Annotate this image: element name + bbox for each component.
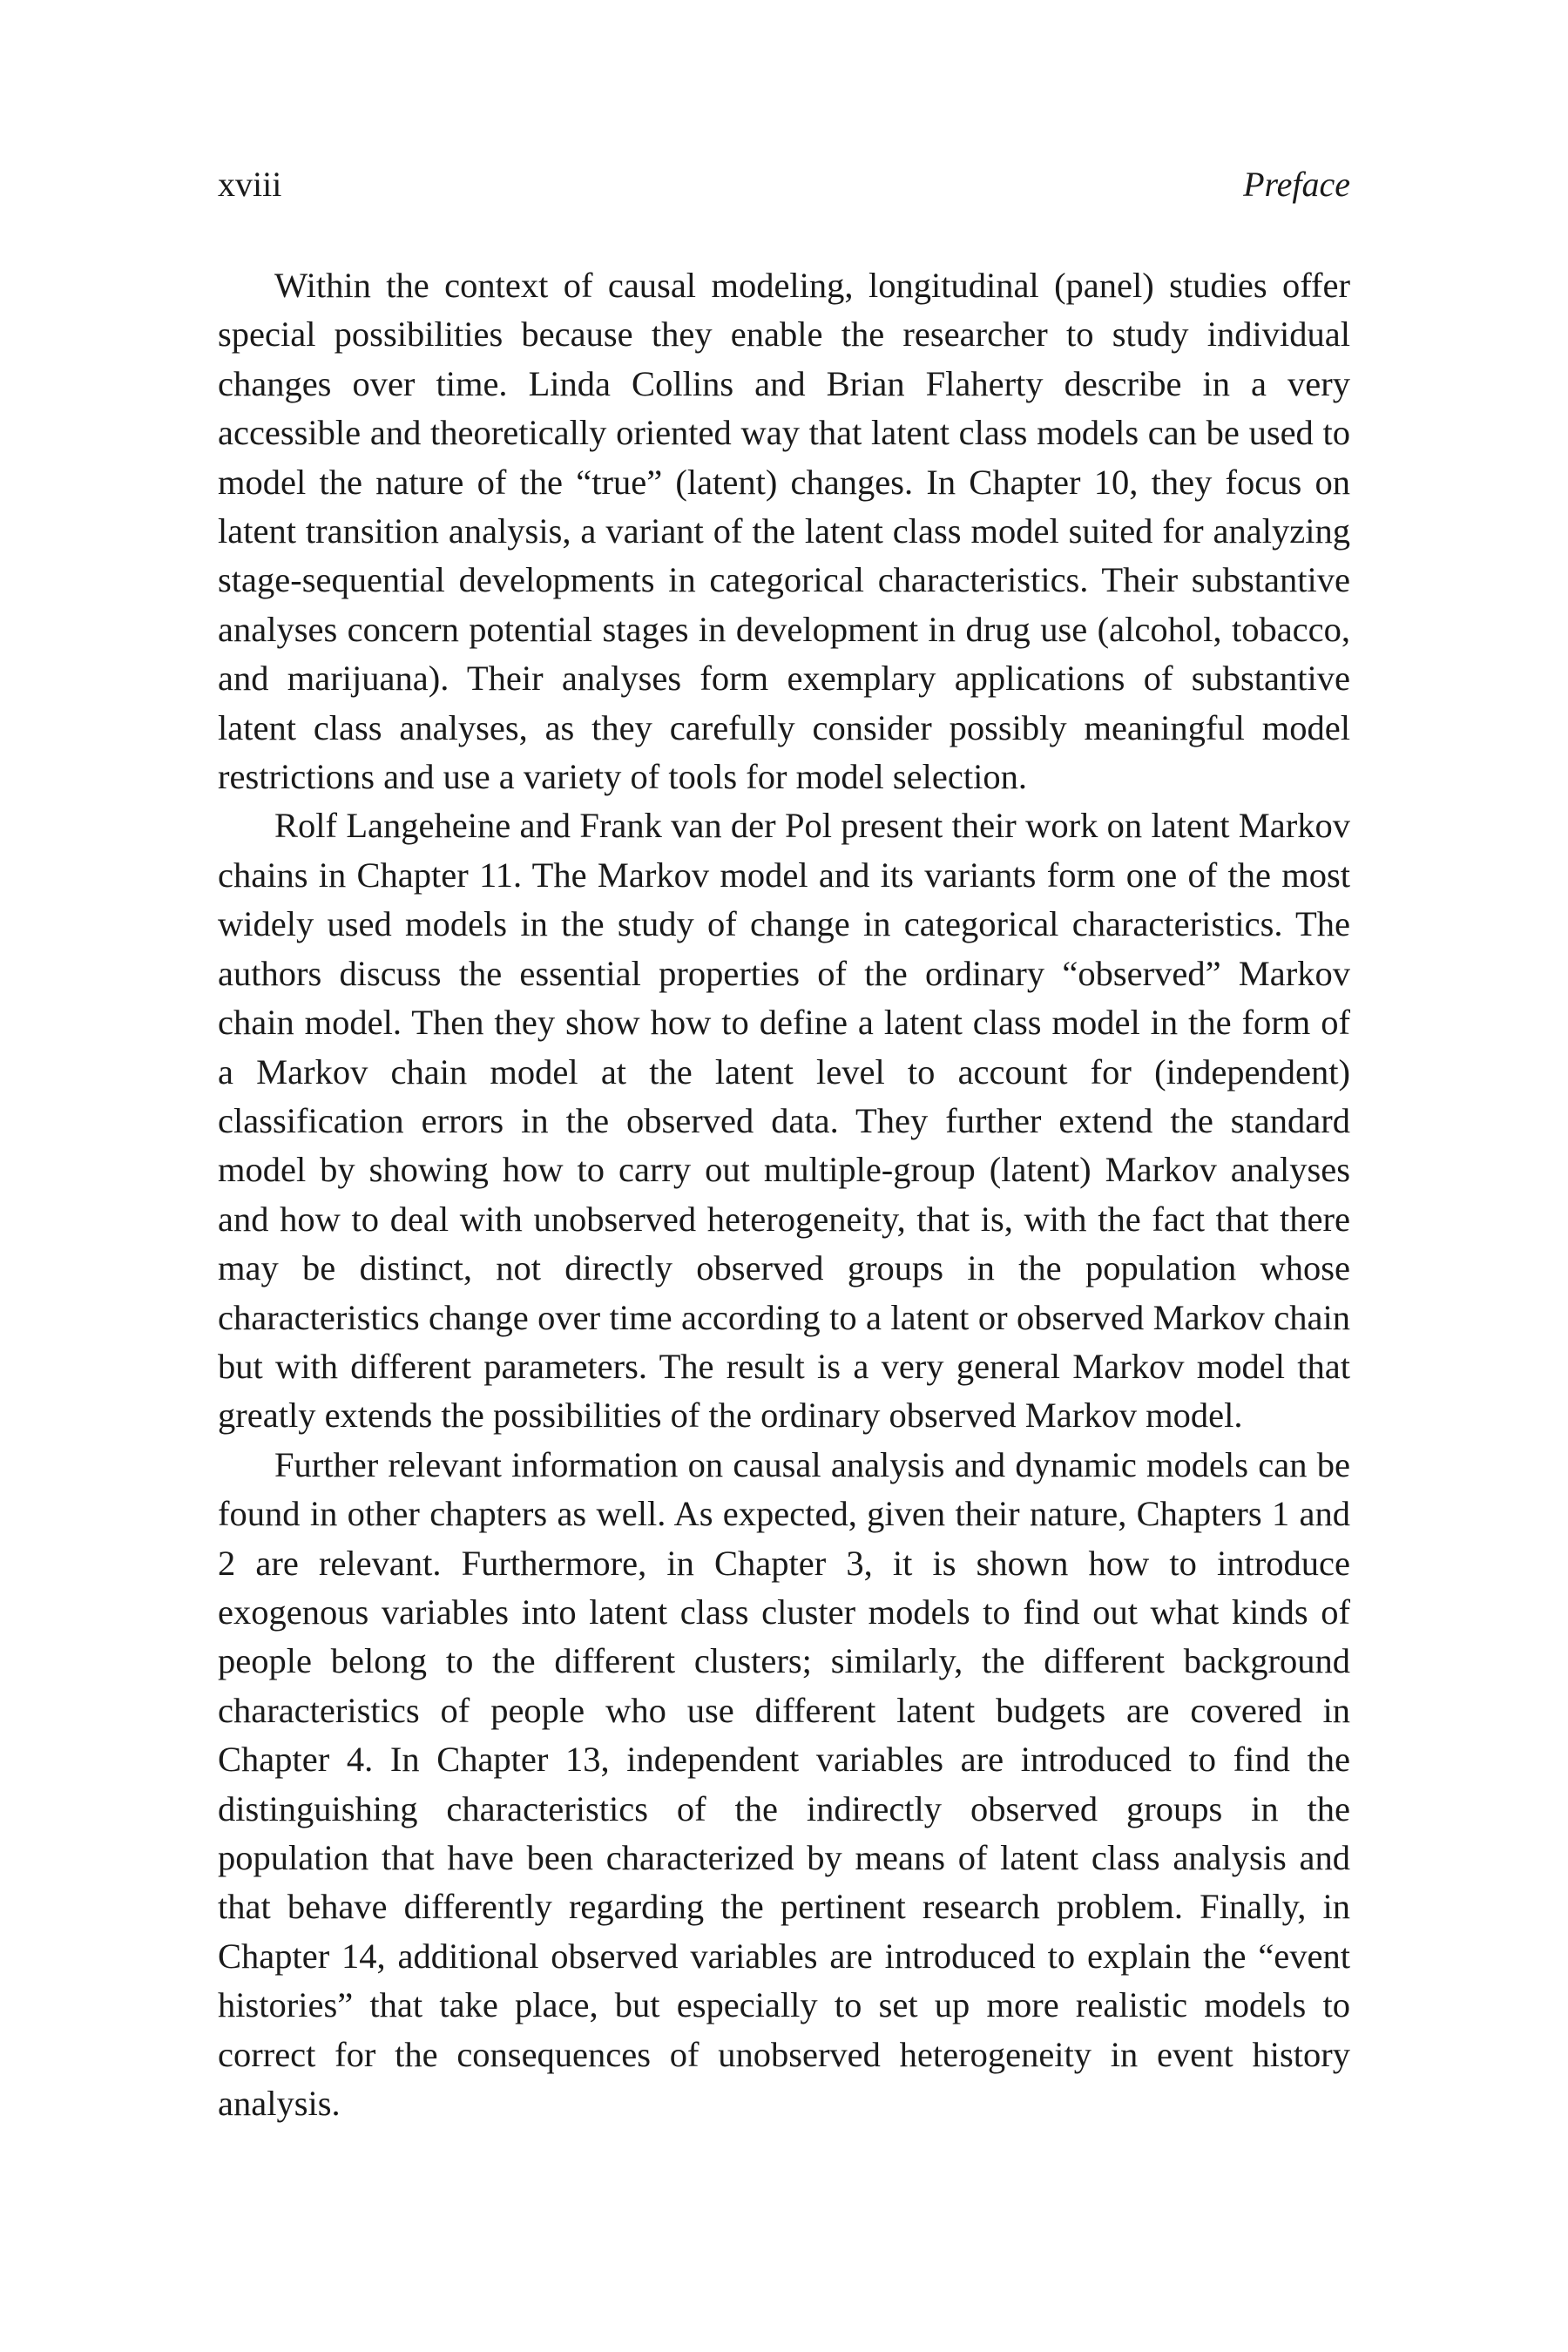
paragraph-latent-transition-analysis: Within the context of causal modeling, longitudinal (panel) studies offer special possibilities because they enable the researcher to study individual changes over time. Linda Collins and Brian Flaherty describe in a very accessible and theoretically oriented way that latent class models can be used to model the nature of the “true” (latent) changes. In Chapter 10, they focus on latent transition analysis, a variant of the latent class model suited for analyzing stage-sequential developments in categorical characteristics. Their substantive analyses concern potential stages in development in drug use (alcohol, tobacco, and marijuana). Their analyses form exemplary applications of substantive latent class analyses, as they carefully consider possibly meaningful model restrictions and use a variety of tools for model selection. (218, 266, 1350, 797)
running-head (218, 159, 1350, 211)
paragraph-latent-markov-chains: Rolf Langeheine and Frank van der Pol present their work on latent Markov chains in Chapter 11. The Markov model and its variants form one of the most widely used models in the study of change in categorical characteristics. The authors discuss the essential properties of the ordinary “observed” Markov chain model. Then they show how to define a latent class model in the form of a Markov chain model at the latent level to account for (independent) classification errors in the observed data. They further extend the standard model by showing how to carry out multiple-group (latent) Markov analyses and how to deal with unobserved heterogeneity, that is, with the fact that there may be distinct, not directly observed groups in the population whose characteristics change over time according to a latent or observed Markov chain but with different parameters. The result is a very general Markov model that greatly extends the possibilities of the ordinary observed Markov model. (218, 806, 1350, 1436)
paragraph-other-chapters: Further relevant information on causal analysis and dynamic models can be found in other chapters as well. As expected, given their nature, Chapters 1 and 2 are relevant. Furthermore, in Chapter 3, it is shown how to introduce exogenous variables into latent class cluster models to find out what kinds of people belong to the different clusters; similarly, the different background characteristics of people who use different latent budgets are covered in Chapter 4. In Chapter 13, independent variables are introduced to find the distinguishing characteristics of the indirectly observed groups in the population that have been characterized by means of latent class analysis and that behave differently regarding the pertinent research problem. Finally, in Chapter 14, additional observed variables are introduced to explain the “event histories” that take place, but especially to set up more realistic models to correct for the consequences of unobserved heterogeneity in event history analysis. (218, 1444, 1350, 2124)
page-number: xviii (218, 165, 282, 204)
book-page (218, 0, 1350, 2352)
section-title: Preface (1243, 165, 1350, 204)
body-text (218, 261, 1350, 2128)
